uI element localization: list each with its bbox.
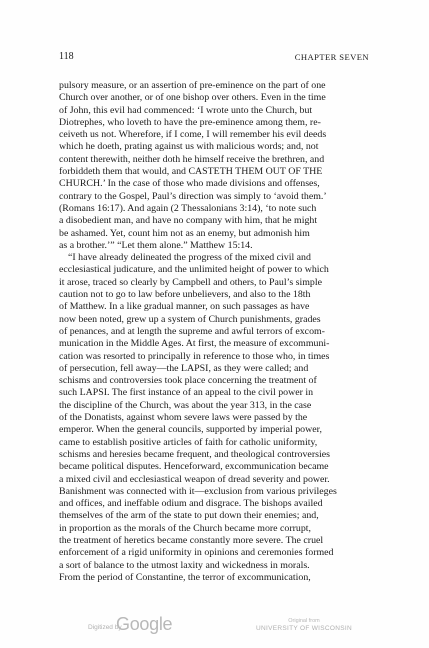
- text-line: the treatment of heretics became constantly more severe. The cruel: [59, 534, 324, 546]
- text-line: which he doeth, prating against us with malicious words; and, not: [59, 141, 319, 153]
- text-line: Banishment was connected with it—exclusion from various privileges: [59, 485, 337, 497]
- paragraph-first-line: “I have already delineated the progress of the mixed civil and: [68, 252, 311, 264]
- text-line: caution not to go to law before unbelievers, and also to the 18th: [59, 289, 311, 301]
- text-line: a sort of balance to the utmost laxity and wickedness in morals.: [59, 559, 310, 571]
- text-line: pulsory measure, or an assertion of pre-eminence on the part of one: [59, 80, 326, 91]
- text-line: a mixed civil and ecclesiastical weapon of dread severity and power.: [59, 473, 330, 485]
- text-line: ecclesiastical judicature, and the unlimited height of power to which: [59, 264, 329, 276]
- text-line: forbiddeth them that would, and CASTETH THEM OUT OF THE: [59, 166, 323, 178]
- text-line: (Romans 16:17). And again (2 Thessalonians 3:14), ‘to note such: [59, 202, 317, 214]
- page-number: 118: [59, 51, 74, 62]
- text-line: a disobedient man, and have no company with him, that he might: [59, 215, 318, 227]
- text-line: schisms and heresies became frequent, and theological controversies: [59, 448, 330, 460]
- text-line: CHURCH.’ In the case of those who made divisions and offenses,: [59, 178, 320, 190]
- text-line: the discipline of the Church, was about the year 313, in the case: [59, 399, 312, 411]
- text-line: now been noted, grew up a system of Church punishments, grades: [59, 313, 321, 325]
- text-line: emperor. When the general councils, supported by imperial power,: [59, 424, 322, 436]
- body-text: [59, 80, 369, 584]
- text-line: content therewith, neither doth he himself receive the brethren, and: [59, 153, 325, 165]
- running-head: [59, 50, 369, 64]
- text-line: in proportion as the morals of the Church became more corrupt,: [59, 522, 312, 534]
- text-line: be ashamed. Yet, count him not as an enemy, but admonish him: [59, 227, 310, 239]
- text-line: themselves of the arm of the state to put down their enemies; and,: [59, 510, 319, 522]
- text-line: of the Donatists, against whom severe laws were passed by the: [59, 412, 308, 424]
- digitized-by-label: Digitized by: [88, 624, 122, 631]
- chapter-title: CHAPTER SEVEN: [294, 52, 369, 62]
- original-from-label: Original from: [288, 618, 320, 624]
- text-line: of Matthew. In a like gradual manner, on such passages as have: [59, 301, 310, 313]
- text-line: munication in the Middle Ages. At first, the measure of excommuni-: [59, 338, 330, 350]
- text-line: became political disputes. Henceforward, excommunication became: [59, 461, 329, 473]
- text-line: enforcement of a rigid uniformity in opinions and ceremonies formed: [59, 547, 334, 559]
- google-logo: Google: [116, 614, 173, 634]
- text-line: of persecution, fell away—the LAPSI, as they were called; and: [59, 362, 309, 374]
- text-line: schisms and controversies took place concerning the treatment of: [59, 375, 317, 387]
- text-line: cation was resorted to principally in reference to those who, in times: [59, 350, 330, 362]
- text-line: ceiveth us not. Wherefore, if I come, I will remember his evil deeds: [59, 129, 327, 141]
- text-line: contrary to the Gospel, Paul’s direction was simply to ‘avoid them.’: [59, 190, 327, 202]
- text-line: as a brother.’” “Let them alone.” Matthew 15:14.: [59, 239, 253, 251]
- text-line: and offices, and ineffable odium and disgrace. The bishops availed: [59, 498, 323, 510]
- text-line: it arose, traced so clearly by Campbell and others, to Paul’s simple: [59, 276, 322, 288]
- text-line: Church over another, or of one bishop over others. Even in the time: [59, 92, 326, 104]
- text-line: of John, this evil had commenced: ‘I wrote unto the Church, but: [59, 104, 313, 116]
- text-line: came to establish positive articles of faith for catholic uniformity,: [59, 436, 318, 448]
- digitization-footer: [0, 612, 429, 642]
- text-line: Diotrephes, who loveth to have the pre-eminence among them, re-: [59, 116, 321, 128]
- text-line: of penances, and at length the supreme and awful terrors of excom-: [59, 325, 325, 337]
- text-line: From the period of Constantine, the terror of excommunication,: [59, 571, 311, 583]
- text-line: such LAPSI. The first instance of an appeal to the civil power in: [59, 387, 314, 399]
- library-name: UNIVERSITY OF WISCONSIN: [256, 625, 352, 632]
